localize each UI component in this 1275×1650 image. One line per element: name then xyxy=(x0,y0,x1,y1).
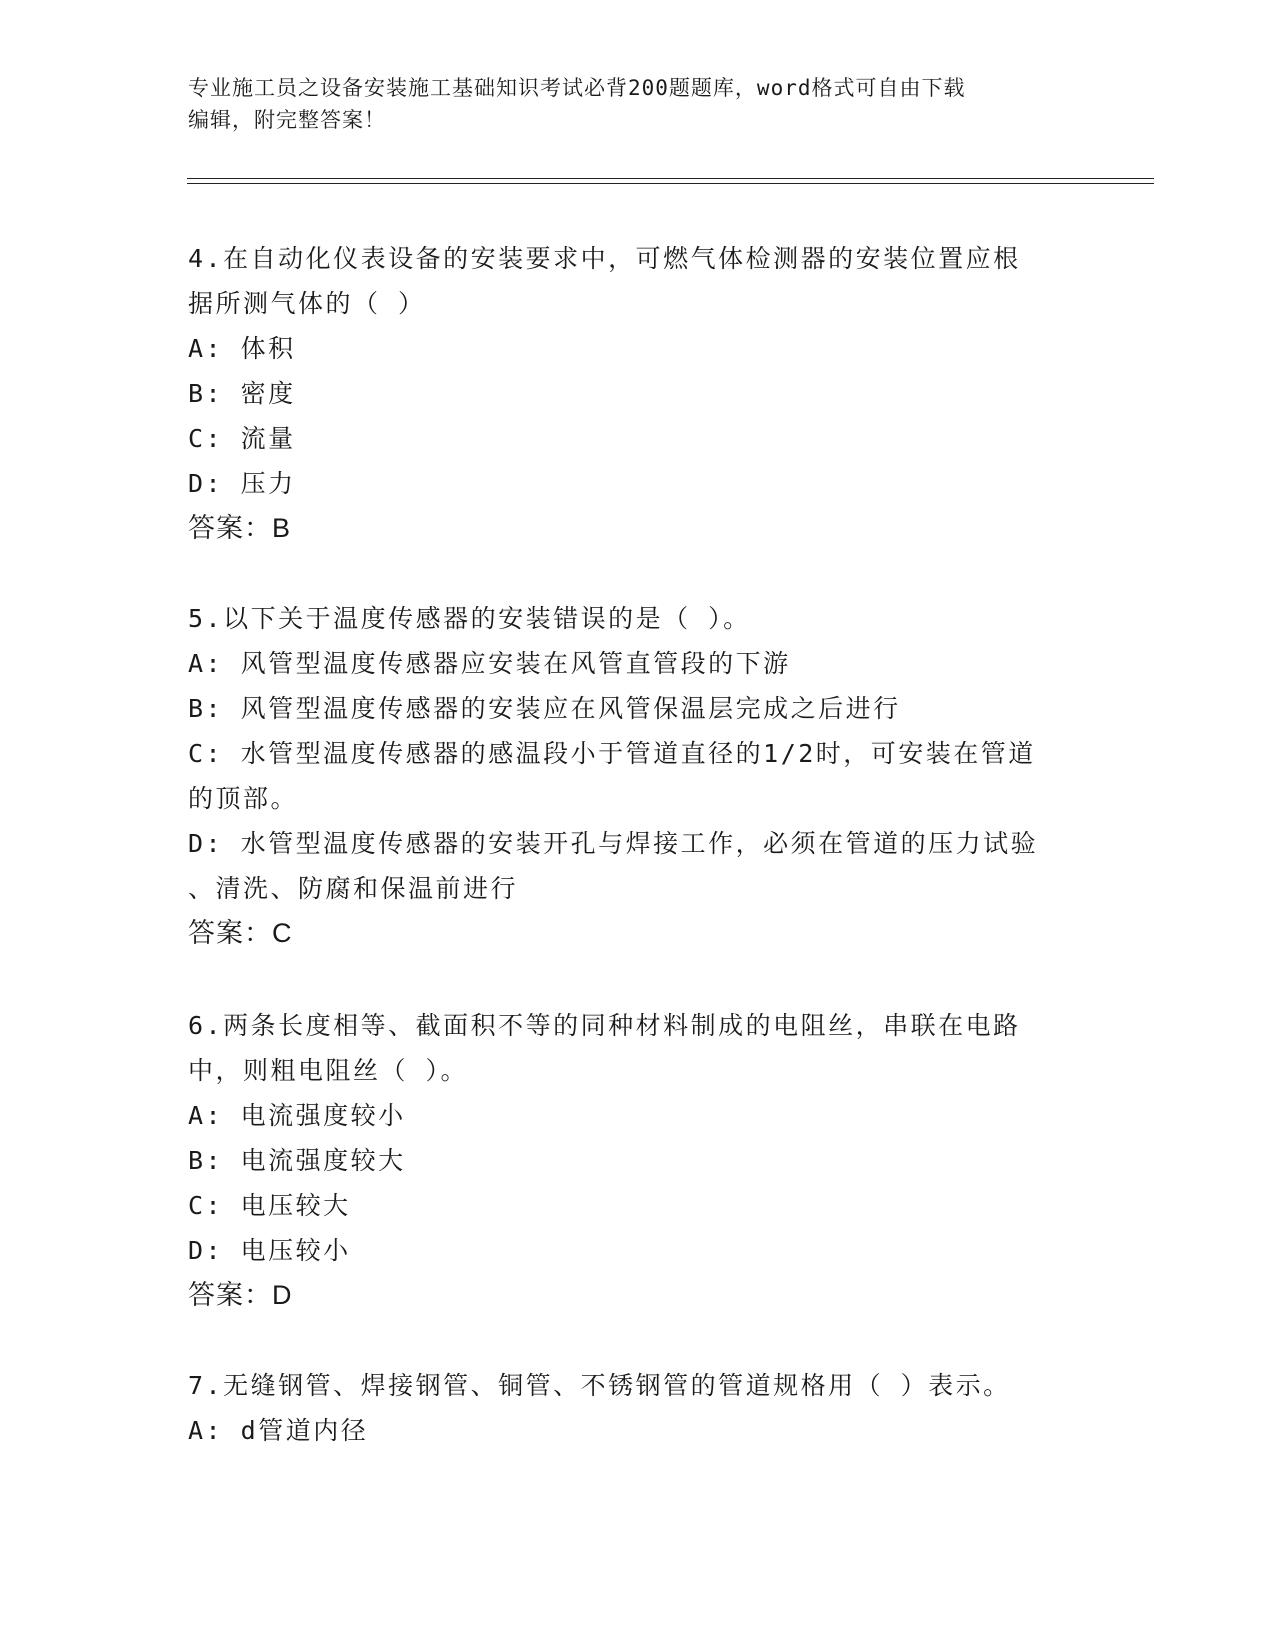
question-5-option-a: A: 风管型温度传感器应安装在风管直管段的下游 xyxy=(188,649,791,678)
question-6-text-line-2: 中，则粗电阻丝（ ）。 xyxy=(188,1056,469,1085)
header-title-line-2: 编辑，附完整答案！ xyxy=(188,108,386,132)
question-5-text-line-1: 5.以下关于温度传感器的安装错误的是（ ）。 xyxy=(188,604,751,633)
question-4-text-line-1: 4.在自动化仪表设备的安装要求中，可燃气体检测器的安装位置应根 xyxy=(188,244,1021,273)
question-4-option-d: D: 压力 xyxy=(188,469,296,498)
question-5-option-d-line-1: D: 水管型温度传感器的安装开孔与焊接工作，必须在管道的压力试验 xyxy=(188,829,1039,858)
header-divider-top xyxy=(187,178,1154,179)
question-6-option-d: D: 电压较小 xyxy=(188,1236,351,1265)
question-5 xyxy=(188,596,1088,956)
header-title-line-1: 专业施工员之设备安装施工基础知识考试必背200题题库，word格式可自由下载 xyxy=(188,76,966,100)
question-4-answer: 答案：B xyxy=(188,513,292,543)
question-6-text-line-1: 6.两条长度相等、截面积不等的同种材料制成的电阻丝，串联在电路 xyxy=(188,1011,1021,1040)
question-6-option-a: A: 电流强度较小 xyxy=(188,1101,406,1130)
question-6-option-b: B: 电流强度较大 xyxy=(188,1146,406,1175)
question-5-option-c-line-1: C: 水管型温度传感器的感温段小于管道直径的1/2时，可安装在管道 xyxy=(188,739,1036,768)
question-7-text-line-1: 7.无缝钢管、焊接钢管、铜管、不锈钢管的管道规格用（ ）表示。 xyxy=(188,1371,1011,1400)
question-7 xyxy=(188,1363,1088,1453)
question-6 xyxy=(188,1003,1088,1318)
question-4-option-a: A: 体积 xyxy=(188,334,296,363)
question-5-option-c-line-2: 的顶部。 xyxy=(188,784,299,813)
document-header xyxy=(188,72,1088,136)
question-4-option-b: B: 密度 xyxy=(188,379,296,408)
question-6-answer: 答案：D xyxy=(188,1280,293,1310)
question-5-answer: 答案：C xyxy=(188,918,293,948)
question-6-option-c: C: 电压较大 xyxy=(188,1191,351,1220)
question-4 xyxy=(188,236,1088,551)
question-4-text-line-2: 据所测气体的（ ） xyxy=(188,289,426,318)
header-divider-bottom xyxy=(187,183,1154,184)
question-7-option-a: A: d管道内径 xyxy=(188,1416,369,1445)
question-4-option-c: C: 流量 xyxy=(188,424,296,453)
question-5-option-d-line-2: 、清洗、防腐和保温前进行 xyxy=(188,874,519,903)
question-5-option-b: B: 风管型温度传感器的安装应在风管保温层完成之后进行 xyxy=(188,694,901,723)
